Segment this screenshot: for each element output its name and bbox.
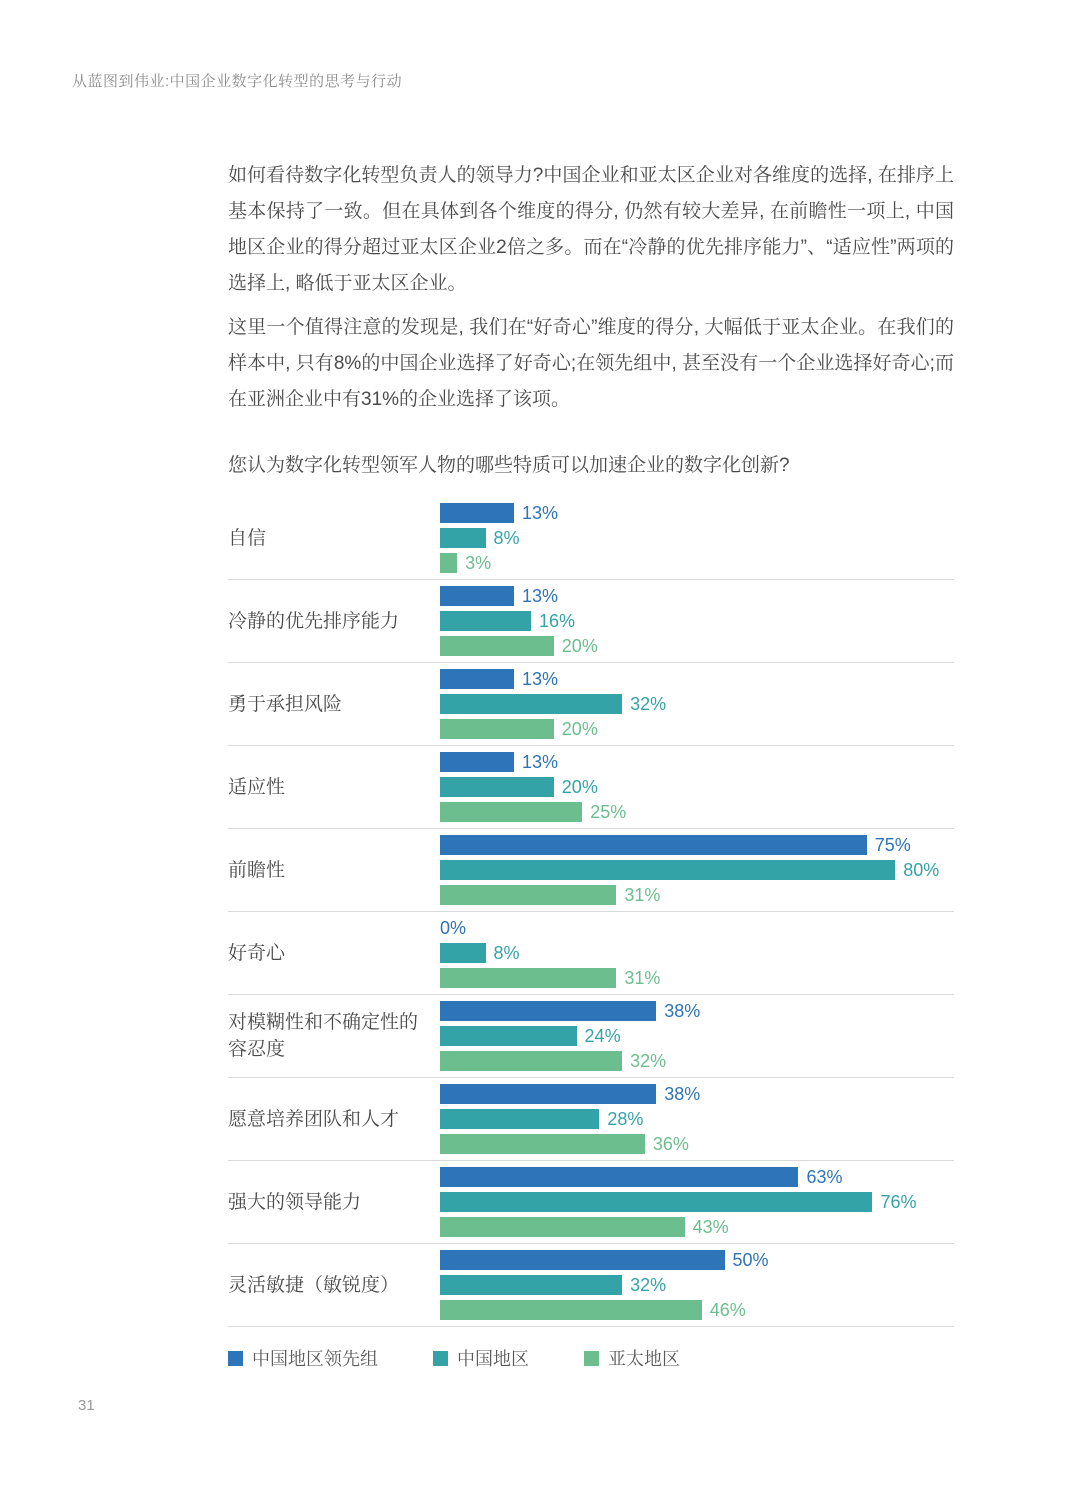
legend-label: 中国地区领先组	[252, 1349, 378, 1369]
bar-group	[440, 1084, 954, 1154]
traits-bar-chart	[228, 497, 954, 1327]
bar-group	[440, 752, 954, 822]
legend-item	[228, 1345, 378, 1371]
bar	[440, 1051, 622, 1071]
bar	[440, 1109, 599, 1129]
category-label: 冷静的优先排序能力	[228, 610, 400, 632]
bar-value-label: 8%	[493, 528, 520, 548]
bar-value-label: 13%	[521, 669, 558, 689]
bar-group	[440, 586, 954, 656]
bar-line	[440, 1026, 954, 1046]
bar-line	[440, 636, 954, 656]
bar-value-label: 24%	[584, 1026, 621, 1046]
bar-value-label: 32%	[630, 1275, 667, 1295]
bar-line	[440, 553, 954, 573]
bar-line	[440, 835, 954, 855]
chart-legend	[228, 1345, 954, 1371]
bar-line	[440, 1192, 954, 1212]
bar	[440, 968, 616, 988]
bar	[440, 669, 514, 689]
legend-label: 亚太地区	[608, 1349, 680, 1369]
category-label: 好奇心	[228, 942, 286, 964]
bar-group	[440, 918, 954, 988]
bar-line	[440, 1051, 954, 1071]
bar-line	[440, 860, 954, 880]
bar-line	[440, 1134, 954, 1154]
bar	[440, 885, 616, 905]
bar-line	[440, 694, 954, 714]
chart-row	[228, 829, 954, 912]
bar-line	[440, 968, 954, 988]
bar	[440, 1167, 798, 1187]
bar-line	[440, 503, 954, 523]
bar-line	[440, 1275, 954, 1295]
bar-line	[440, 1217, 954, 1237]
bar	[440, 752, 514, 772]
bar-line	[440, 1250, 954, 1270]
bar-value-label: 20%	[561, 636, 598, 656]
chart-row	[228, 912, 954, 995]
bar-line	[440, 885, 954, 905]
paragraph-leadership: 如何看待数字化转型负责人的领导力?中国企业和亚太区企业对各维度的选择, 在排序上基本保持了一致。但在具体到各个维度的得分, 仍然有较大差异, 在前瞻性一项上, 中国地区企业的得分超过亚太区企业2倍之多。而在“冷静的优先排序能力”、“适应性”两项的选择上, 略低于亚太区企业。	[228, 165, 954, 294]
bar-line	[440, 528, 954, 548]
bar-line	[440, 752, 954, 772]
paragraph-curiosity: 这里一个值得注意的发现是, 我们在“好奇心”维度的得分, 大幅低于亚太企业。在我们的样本中, 只有8%的中国企业选择了好奇心;在领先组中, 甚至没有一个企业选择好奇心;而在亚洲企业中有31%的企业选择了该项。	[228, 317, 954, 410]
chart-row	[228, 1244, 954, 1327]
bar-line	[440, 918, 954, 938]
bar-value-label: 3%	[465, 553, 492, 573]
bar-value-label: 75%	[874, 835, 911, 855]
bar	[440, 860, 895, 880]
chart-row	[228, 746, 954, 829]
bar-value-label: 80%	[903, 860, 940, 880]
category-label: 灵活敏捷（敏锐度）	[228, 1274, 400, 1296]
bar-line	[440, 1084, 954, 1104]
chart-row	[228, 663, 954, 746]
bar	[440, 503, 514, 523]
bar-value-label: 32%	[630, 694, 667, 714]
bar-value-label: 43%	[692, 1217, 729, 1237]
category-label: 强大的领导能力	[228, 1191, 362, 1213]
bar-line	[440, 719, 954, 739]
bar-value-label: 38%	[664, 1084, 701, 1104]
bar-line	[440, 943, 954, 963]
category-label: 前瞻性	[228, 859, 286, 881]
bar-value-label: 31%	[624, 968, 661, 988]
bar	[440, 553, 457, 573]
bar-value-label: 46%	[709, 1300, 746, 1320]
bar-line	[440, 777, 954, 797]
category-label: 对模糊性和不确定性的容忍度	[228, 1012, 419, 1060]
bar-value-label: 76%	[880, 1192, 917, 1212]
bar-value-label: 16%	[539, 611, 576, 631]
bar-line	[440, 1109, 954, 1129]
bar	[440, 1300, 702, 1320]
category-label: 愿意培养团队和人才	[228, 1108, 400, 1130]
chart-row	[228, 995, 954, 1078]
page-number: 31	[78, 1397, 95, 1414]
bar-group	[440, 503, 954, 573]
bar-value-label: 13%	[521, 752, 558, 772]
category-label: 勇于承担风险	[228, 693, 343, 715]
bar	[440, 1217, 685, 1237]
bar-group	[440, 669, 954, 739]
chart-title: 您认为数字化转型领军人物的哪些特质可以加速企业的数字化创新?	[228, 455, 790, 476]
legend-swatch	[228, 1351, 243, 1366]
document-header: 从蓝图到伟业:中国企业数字化转型的思考与行动	[72, 73, 403, 90]
legend-swatch	[584, 1351, 599, 1366]
bar-value-label: 32%	[630, 1051, 667, 1071]
bar	[440, 636, 554, 656]
bar-value-label: 50%	[732, 1250, 769, 1270]
legend-label: 中国地区	[457, 1349, 529, 1369]
bar-line	[440, 802, 954, 822]
bar	[440, 1275, 622, 1295]
bar	[440, 611, 531, 631]
category-label: 适应性	[228, 776, 286, 798]
bar	[440, 694, 622, 714]
legend-item	[433, 1345, 529, 1371]
chart-row	[228, 497, 954, 580]
bar-value-label: 13%	[521, 586, 558, 606]
bar-value-label: 20%	[561, 719, 598, 739]
bar	[440, 1250, 725, 1270]
bar-line	[440, 1167, 954, 1187]
bar	[440, 586, 514, 606]
bar	[440, 1001, 656, 1021]
bar-line	[440, 586, 954, 606]
bar-value-label: 38%	[664, 1001, 701, 1021]
category-label: 自信	[228, 527, 267, 549]
bar	[440, 777, 554, 797]
legend-item	[584, 1345, 680, 1371]
bar	[440, 1192, 872, 1212]
bar-group	[440, 835, 954, 905]
bar	[440, 802, 582, 822]
bar-value-label: 28%	[607, 1109, 644, 1129]
chart-row	[228, 580, 954, 663]
bar-line	[440, 1300, 954, 1320]
chart-row	[228, 1161, 954, 1244]
bar	[440, 528, 486, 548]
bar-value-label: 25%	[590, 802, 627, 822]
bar-value-label: 31%	[624, 885, 661, 905]
legend-swatch	[433, 1351, 448, 1366]
bar-group	[440, 1001, 954, 1071]
bar-value-label: 20%	[561, 777, 598, 797]
bar-group	[440, 1250, 954, 1320]
bar	[440, 1134, 645, 1154]
bar-value-label: 8%	[493, 943, 520, 963]
bar	[440, 943, 486, 963]
bar	[440, 719, 554, 739]
bar-line	[440, 1001, 954, 1021]
bar	[440, 835, 867, 855]
chart-row	[228, 1078, 954, 1161]
bar	[440, 1026, 577, 1046]
bar-line	[440, 669, 954, 689]
bar-value-label: 13%	[521, 503, 558, 523]
page-content	[228, 158, 954, 1371]
bar-group	[440, 1167, 954, 1237]
bar-value-label: 63%	[806, 1167, 843, 1187]
bar-value-label: 36%	[652, 1134, 689, 1154]
bar-value-label: 0%	[440, 918, 467, 938]
bar	[440, 1084, 656, 1104]
bar-line	[440, 611, 954, 631]
